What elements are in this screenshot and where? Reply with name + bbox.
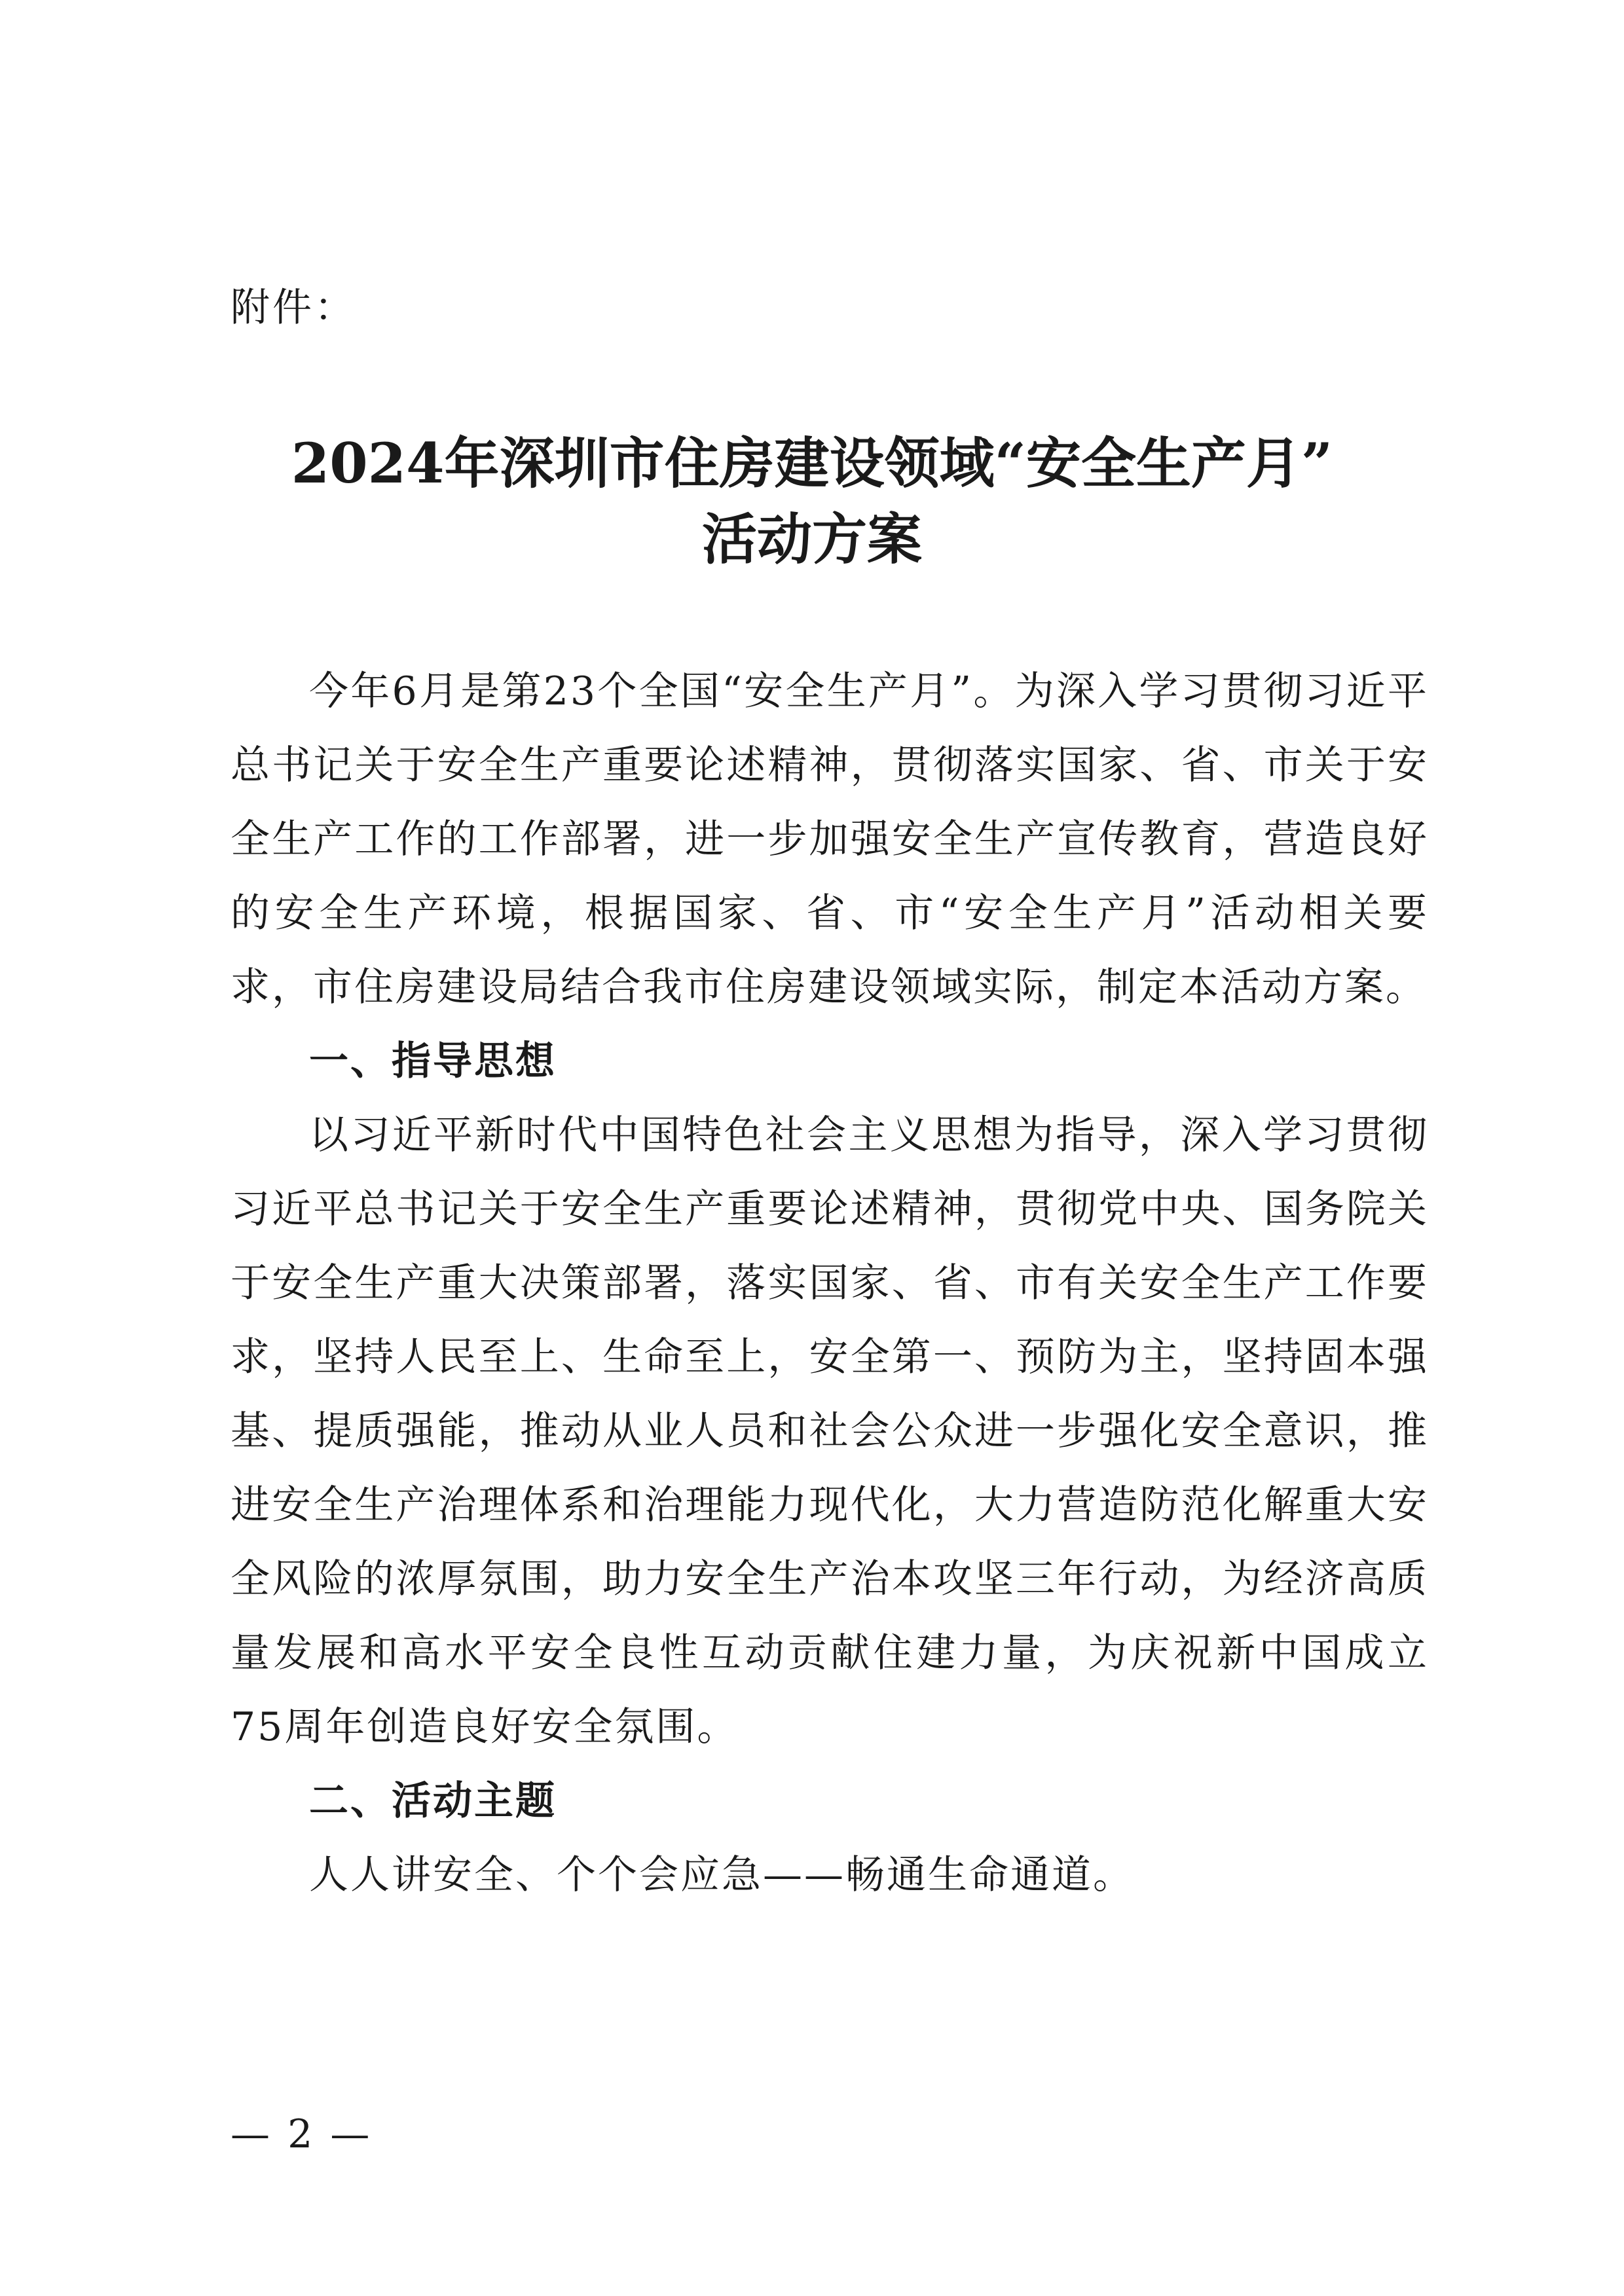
intro-paragraph: 今年6月是第23个全国“安全生产月”。为深入学习贯彻习近平总书记关于安全生产重要论述精神，贯彻落实国家、省、市关于安全生产工作的工作部署，进一步加强安全生产宣传教育，营造良好的安全生产环境，根据国家、省、市“安全生产月”活动相关要求，市住房建设局结合我市住房建设领域实际，制定本活动方案。 bbox=[231, 668, 1429, 1010]
attachment-label: 附件： bbox=[231, 285, 356, 331]
document-body bbox=[231, 655, 1429, 1912]
title-line-2: 活动方案 bbox=[701, 507, 922, 572]
page-number: — 2 — bbox=[231, 2111, 373, 2157]
section-body-guiding-ideology: 以习近平新时代中国特色社会主义思想为指导，深入学习贯彻习近平总书记关于安全生产重要论述精神，贯彻党中央、国务院关于安全生产重大决策部署，落实国家、省、市有关安全生产工作要求，坚持人民至上、生命至上，安全第一、预防为主，坚持固本强基、提质强能，推动从业人员和社会公众进一步强化安全意识，推进安全生产治理体系和治理能力现代化，大力营造防范化解重大安全风险的浓厚氛围，助力安全生产治本攻坚三年行动，为经济高质量发展和高水平安全良性互动贡献住建力量，为庆祝新中国成立75周年创造良好安全氛围。 bbox=[231, 1112, 1429, 1750]
section-body-activity-theme: 人人讲安全、个个会应急——畅通生命通道。 bbox=[309, 1852, 1134, 1898]
title-line-1: 2024年深圳市住房建设领域“安全生产月” bbox=[291, 431, 1333, 496]
section-heading-activity-theme: 二、活动主题 bbox=[309, 1778, 557, 1824]
document-title bbox=[196, 426, 1428, 577]
section-heading-guiding-ideology: 一、指导思想 bbox=[309, 1038, 557, 1084]
